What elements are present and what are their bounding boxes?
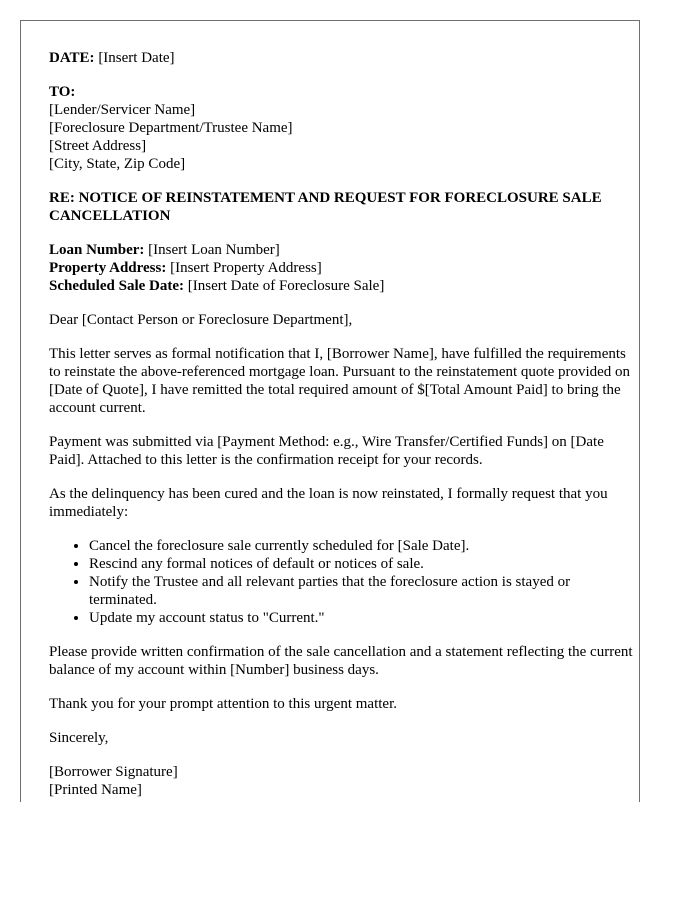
loan-details	[49, 241, 635, 295]
recipient-line-2: [Foreclosure Department/Trustee Name]	[49, 120, 293, 136]
letter-page	[20, 20, 640, 802]
loan-number-value: [Insert Loan Number]	[144, 242, 280, 258]
signature-block	[49, 763, 635, 799]
sale-date-value: [Insert Date of Foreclosure Sale]	[184, 278, 385, 294]
date-label: DATE:	[49, 50, 95, 66]
recipient-block	[49, 83, 635, 173]
paragraph-reinstatement: This letter serves as formal notification that I, [Borrower Name], have fulfilled the requirements to reinstate the above-referenced mortgage loan. Pursuant to the reinstatement quote provided on [Date of Quote], I have remitted the total required amount of $[Total Amount Paid] to bring the account current.	[49, 346, 631, 416]
recipient-line-1: [Lender/Servicer Name]	[49, 102, 196, 118]
list-item: • Rescind any formal notices of default or notices of sale.	[89, 555, 635, 573]
property-address-line	[49, 259, 635, 277]
letter-content	[49, 49, 635, 799]
salutation: Dear [Contact Person or Foreclosure Department],	[49, 312, 353, 328]
sale-date-label: Scheduled Sale Date:	[49, 278, 184, 294]
request-list	[49, 537, 635, 627]
loan-number-label: Loan Number:	[49, 242, 145, 258]
sale-date-line	[49, 277, 635, 295]
list-item: • Notify the Trustee and all relevant parties that the foreclosure action is stayed or terminated.	[89, 573, 635, 609]
date-line	[49, 49, 635, 67]
property-address-value: [Insert Property Address]	[166, 260, 322, 276]
property-address-label: Property Address:	[49, 260, 167, 276]
to-label	[49, 83, 635, 101]
recipient-line-3: [Street Address]	[49, 138, 147, 154]
signature-line: [Borrower Signature]	[49, 764, 178, 780]
loan-number-line	[49, 241, 635, 259]
to-label-text: TO:	[49, 84, 76, 100]
paragraph-confirmation: Please provide written confirmation of the sale cancellation and a statement reflecting the current balance of my account within [Number] business days.	[49, 644, 633, 678]
list-item: • Cancel the foreclosure sale currently scheduled for [Sale Date].	[89, 537, 635, 555]
subject-line: RE: NOTICE OF REINSTATEMENT AND REQUEST FOR FORECLOSURE SALE CANCELLATION	[49, 190, 602, 224]
paragraph-payment: Payment was submitted via [Payment Method: e.g., Wire Transfer/Certified Funds] on [Date Paid]. Attached to this letter is the confirmation receipt for your records.	[49, 434, 604, 468]
closing: Sincerely,	[49, 730, 109, 746]
printed-name-line: [Printed Name]	[49, 782, 142, 798]
list-item: • Update my account status to "Current."	[89, 609, 635, 627]
paragraph-thanks: Thank you for your prompt attention to this urgent matter.	[49, 696, 397, 712]
recipient-line-4: [City, State, Zip Code]	[49, 156, 186, 172]
date-value: [Insert Date]	[94, 50, 175, 66]
paragraph-request-intro: As the delinquency has been cured and the loan is now reinstated, I formally request that you immediately:	[49, 486, 608, 520]
